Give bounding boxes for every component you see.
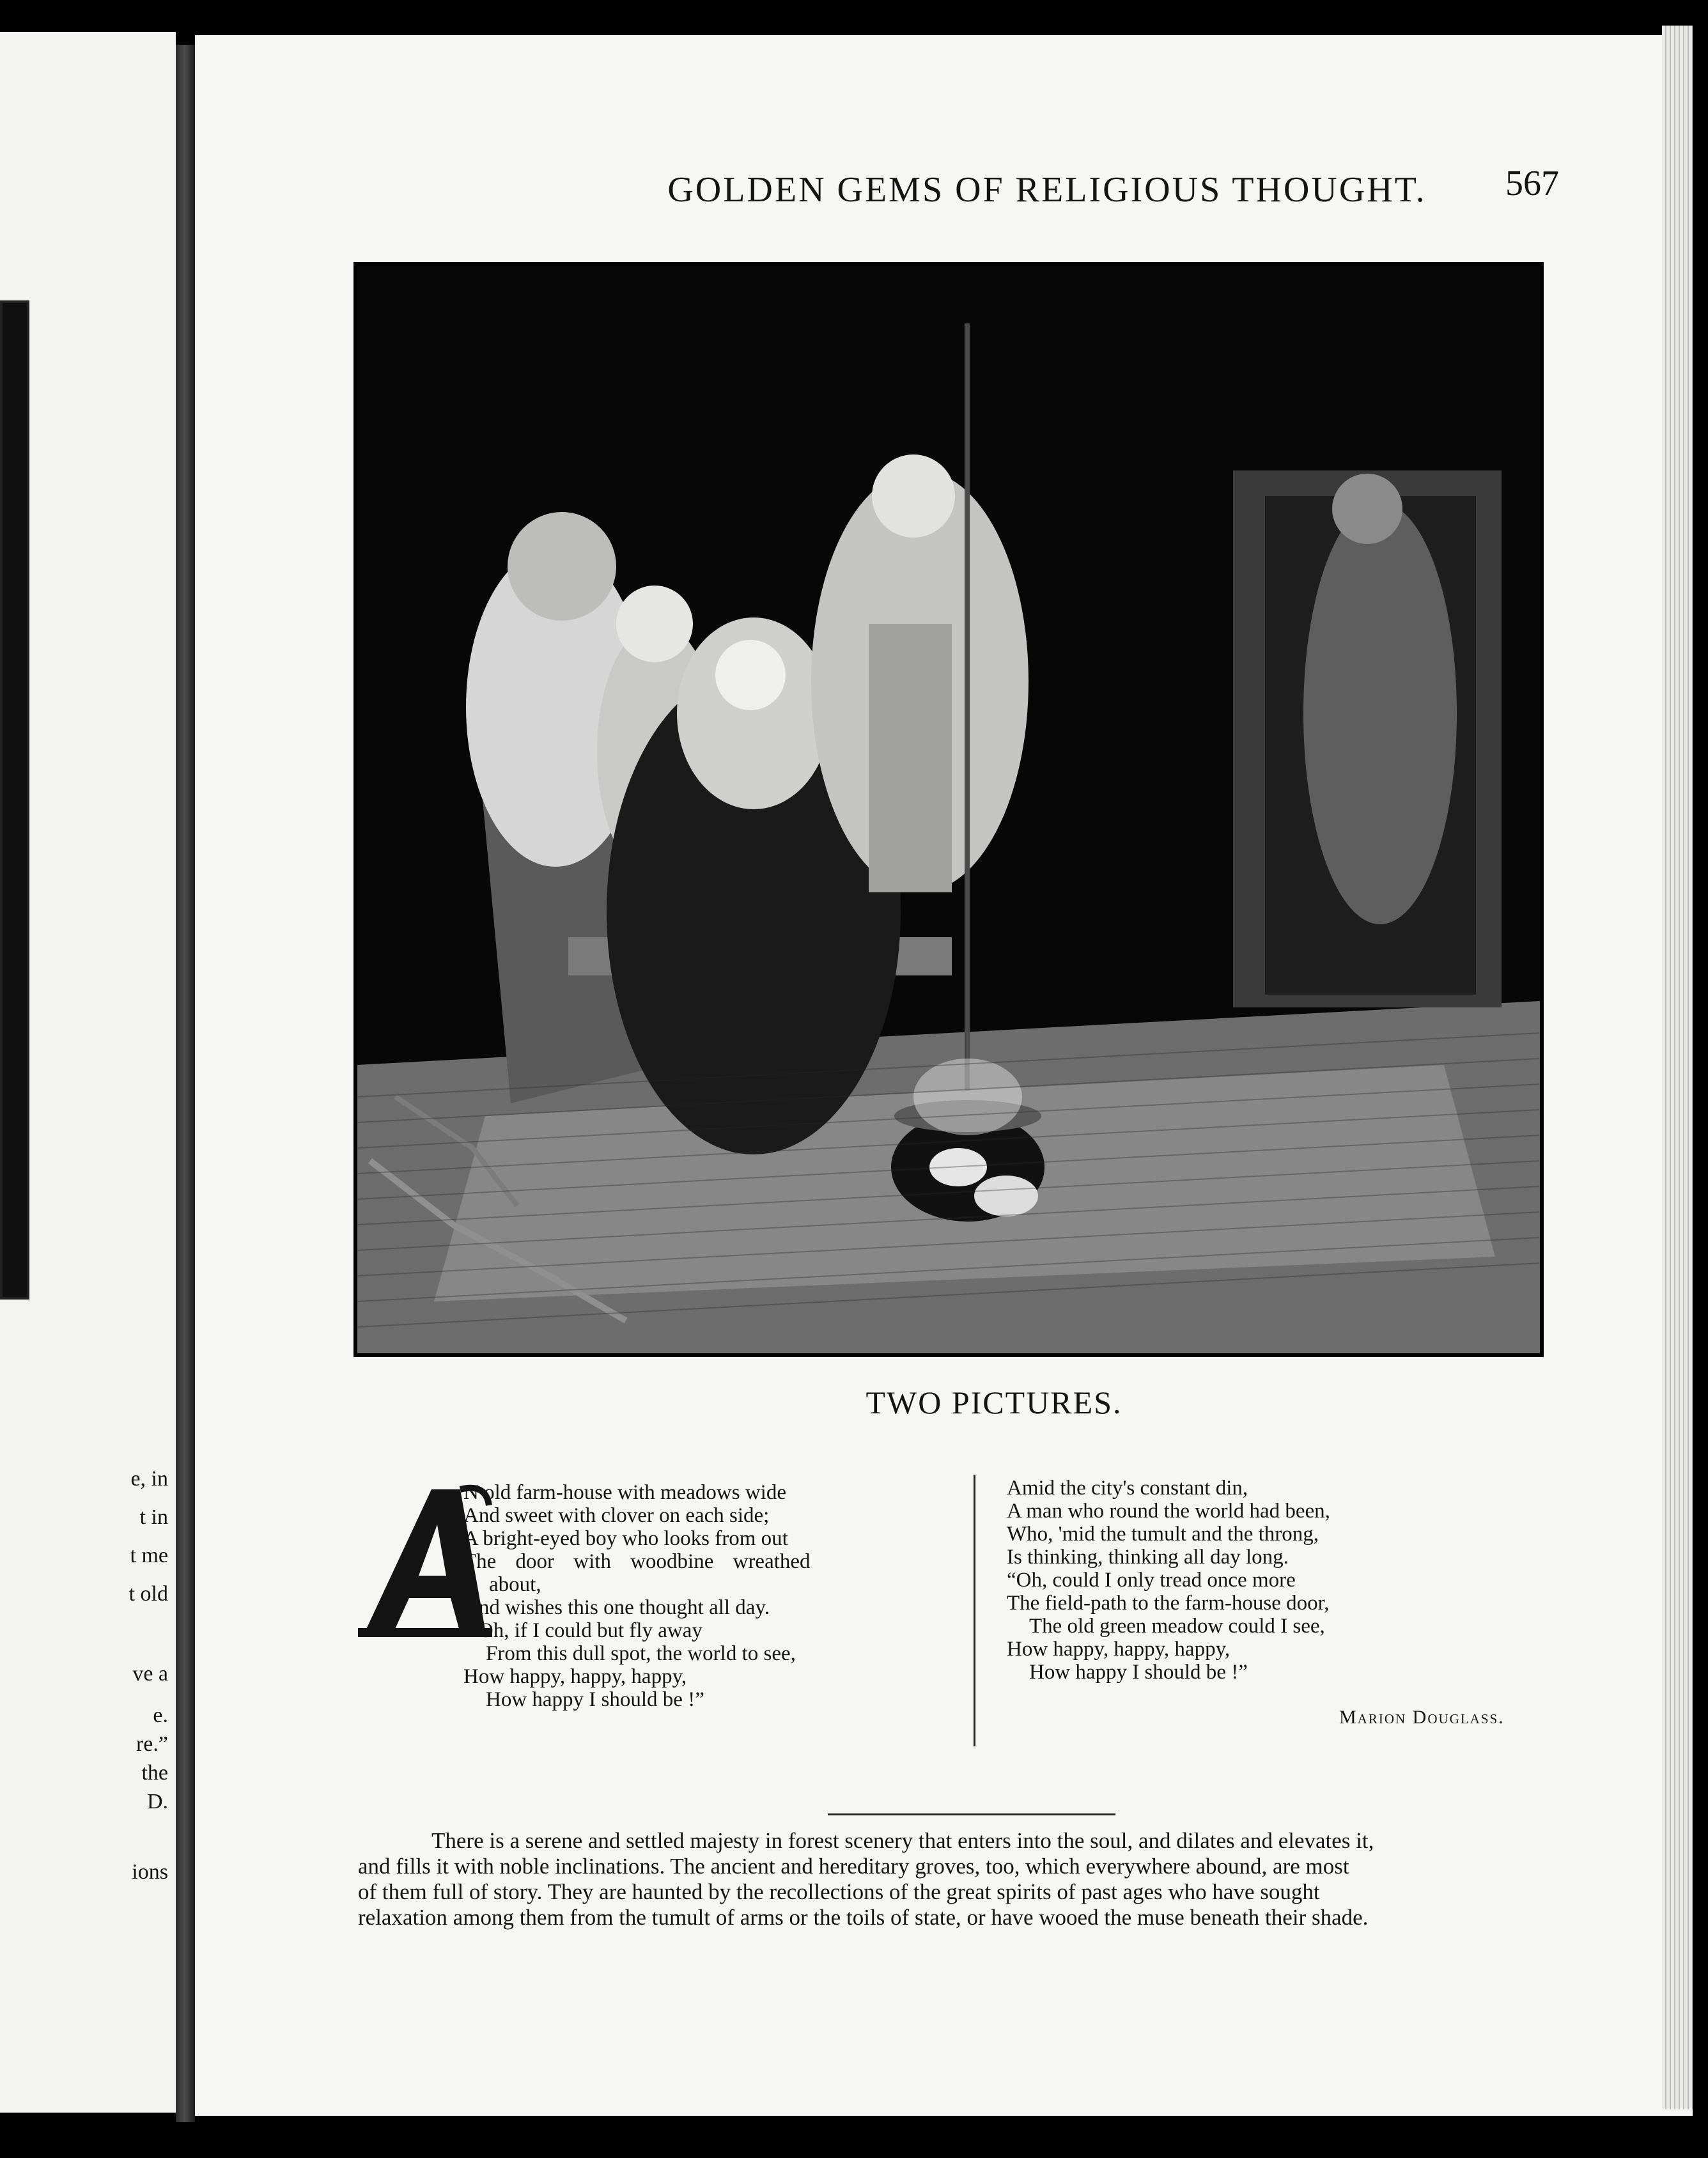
- page-edge-stack: [1662, 26, 1693, 2109]
- poem-title: TWO PICTURES.: [866, 1385, 1122, 1420]
- poem-line: How happy I should be !”: [486, 1688, 704, 1711]
- poem-line: Who, 'mid the tumult and the throng,: [1007, 1523, 1319, 1546]
- left-page-illustration-edge: [0, 300, 29, 1300]
- column-divider: [974, 1475, 975, 1746]
- poem-line: “Oh, could I only tread once more: [1007, 1569, 1296, 1592]
- poem-line: The old green meadow could I see,: [1029, 1615, 1325, 1638]
- poem-line: How happy, happy, happy,: [463, 1665, 687, 1688]
- left-page-fragment: t in: [139, 1505, 168, 1529]
- right-page: [195, 35, 1693, 2116]
- prose-line: and fills it with noble inclinations. The ancient and hereditary groves, too, which everywhere abound, are most: [358, 1854, 1349, 1879]
- left-page-fragment: ions: [132, 1860, 168, 1884]
- poem-line: And sweet with clover on each side;: [463, 1504, 770, 1527]
- running-title: GOLDEN GEMS OF RELIGIOUS THOUGHT.: [667, 170, 1427, 210]
- left-page-fragment: the: [141, 1761, 168, 1785]
- engraving-family-by-hearth-illustration: [353, 262, 1544, 1357]
- prose-line: There is a serene and settled majesty in forest scenery that enters into the soul, and dilates and elevates it,: [431, 1828, 1374, 1853]
- page-number: 567: [1505, 164, 1559, 203]
- section-divider-rule: [828, 1813, 1115, 1815]
- poem-stanza-left: [463, 1481, 898, 1711]
- poem-line: The field-path to the farm-house door,: [1007, 1592, 1330, 1615]
- poem-line: And wishes this one thought all day.: [463, 1596, 770, 1619]
- prose-line: of them full of story. They are haunted by the recollections of the great spirits of past ages who have sought: [358, 1879, 1320, 1904]
- poem-line: How happy I should be !”: [1029, 1661, 1248, 1684]
- engraving-icon: [357, 266, 1540, 1353]
- left-page-fragment: t me: [130, 1544, 168, 1567]
- poem-line: A bright-eyed boy who looks from out: [463, 1527, 788, 1550]
- poem-line: The door with woodbine wreathed: [463, 1550, 811, 1573]
- left-page-fragment: e.: [153, 1704, 168, 1727]
- poem-line: How happy, happy, happy,: [1007, 1638, 1231, 1661]
- book-spine: [176, 45, 195, 2122]
- left-page: [0, 32, 176, 2113]
- poem-line: Amid the city's constant din,: [1007, 1477, 1248, 1500]
- poem-line: about,: [489, 1573, 541, 1596]
- prose-paragraph: [358, 1828, 1541, 1930]
- poem-line: N old farm-house with meadows wide: [463, 1481, 786, 1504]
- left-page-fragment: ve a: [132, 1662, 168, 1686]
- poem-line: “ Oh, if I could but fly away: [463, 1619, 703, 1642]
- left-page-fragment: t old: [128, 1582, 168, 1606]
- poem-line: Is thinking, thinking all day long.: [1007, 1546, 1289, 1569]
- poem-line: From this dull spot, the world to see,: [486, 1642, 796, 1665]
- left-page-fragment: e, in: [130, 1467, 168, 1491]
- prose-line: relaxation among them from the tumult of arms or the toils of state, or have wooed the muse beneath their shade.: [358, 1905, 1369, 1930]
- poem-line: A man who round the world had been,: [1007, 1500, 1330, 1523]
- left-page-fragment: re.”: [136, 1732, 168, 1756]
- poem-stanza-right: [1007, 1477, 1505, 1684]
- left-page-fragment: D.: [146, 1790, 168, 1813]
- poem-author: Marion Douglass.: [1339, 1707, 1505, 1728]
